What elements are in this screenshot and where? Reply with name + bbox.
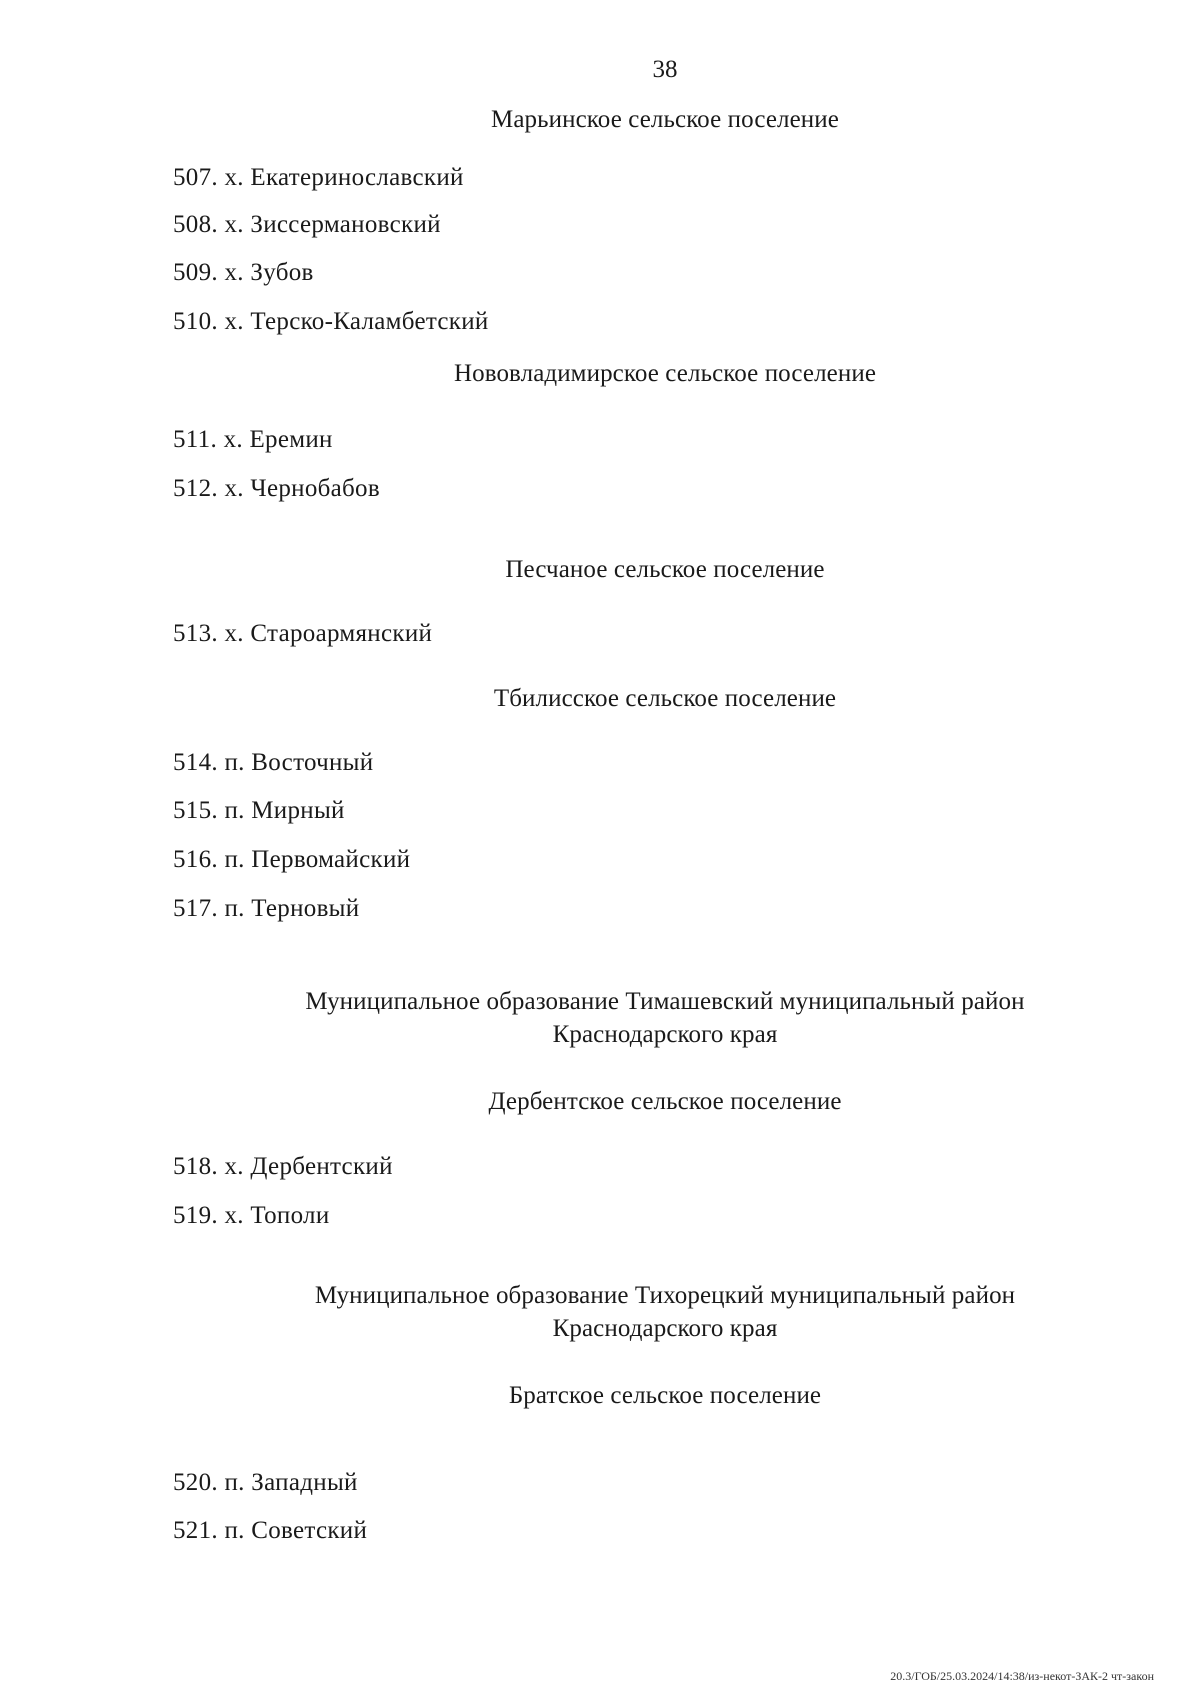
section-heading-bratskoe: Братское сельское поселение <box>508 1382 822 1409</box>
list-item: 511. х. Еремин <box>173 426 333 453</box>
section-heading-peschanoe: Песчаное сельское поселение <box>505 556 825 583</box>
list-item: 521. п. Советский <box>173 1517 368 1544</box>
section-heading-maryinskoe: Марьинское сельское поселение <box>491 106 839 133</box>
list-item: 512. х. Чернобабов <box>173 475 380 502</box>
list-item: 520. п. Западный <box>173 1469 358 1496</box>
list-item: 514. п. Восточный <box>173 749 374 776</box>
district-heading-line: Краснодарского края <box>552 1021 778 1048</box>
section-heading-tbilisskoe: Тбилисское сельское поселение <box>493 685 837 712</box>
district-heading-line: Краснодарского края <box>552 1315 778 1342</box>
list-item: 519. х. Тополи <box>173 1202 330 1229</box>
district-heading-tikhoretsk <box>0 1279 1200 1345</box>
footer-reference: 20.3/ГОБ/25.03.2024/14:38/из-некот-ЗАК-2 чт-закон <box>890 1669 1154 1683</box>
district-heading-timashevsk <box>0 985 1200 1051</box>
list-item: 508. х. Зиссермановский <box>173 211 441 238</box>
district-heading-line: Муниципальное образование Тимашевский муниципальный район <box>305 988 1025 1015</box>
district-heading-line: Муниципальное образование Тихорецкий муниципальный район <box>314 1282 1016 1309</box>
list-item: 507. х. Екатеринославский <box>173 164 464 191</box>
list-item: 516. п. Первомайский <box>173 846 411 873</box>
list-item: 515. п. Мирный <box>173 797 345 824</box>
list-item: 518. х. Дербентский <box>173 1153 393 1180</box>
section-heading-novovladimirskoe: Нововладимирское сельское поселение <box>453 360 877 387</box>
list-item: 510. х. Терско-Каламбетский <box>173 308 489 335</box>
page-number: 38 <box>652 56 678 83</box>
list-item: 509. х. Зубов <box>173 259 314 286</box>
section-heading-derbentskoe: Дербентское сельское поселение <box>488 1088 842 1115</box>
list-item: 513. х. Староармянский <box>173 620 433 647</box>
list-item: 517. п. Терновый <box>173 895 360 922</box>
